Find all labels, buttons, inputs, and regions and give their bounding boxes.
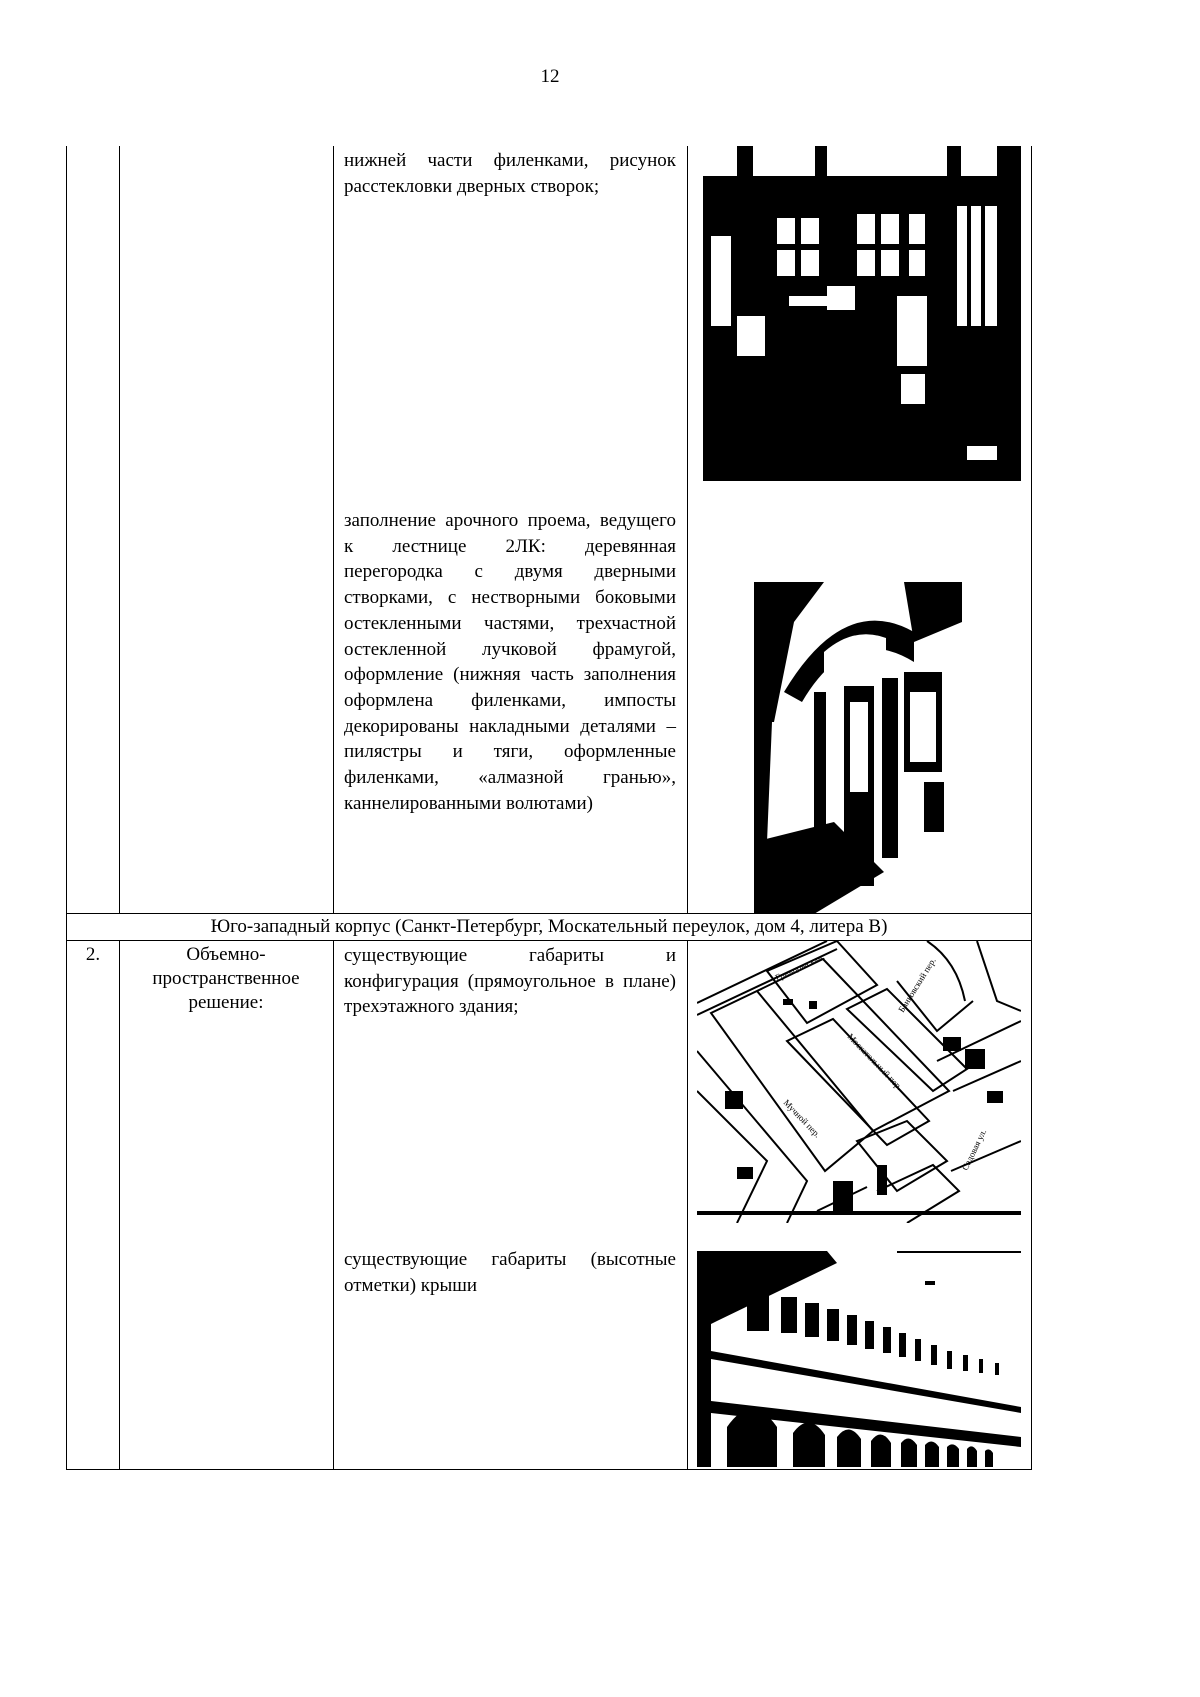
row-number: 2. [85,944,101,965]
feature-text-roof-heights: существующие габариты (высотные отметки) крыши [344,1249,676,1296]
arched-opening-photo [754,582,962,914]
building-facade-photo [697,1251,1021,1467]
feature-text-door-leaves: нижней части филенками, рисунок расстекловки дверных створок; [344,150,676,197]
heritage-table [66,146,1032,1470]
section-caption-row [67,914,1031,941]
table-row [67,941,1031,1469]
table-row-continuation [67,146,1031,914]
section-caption: Юго-западный корпус (Санкт-Петербург, Москательный переулок, дом 4, литера В) [210,916,888,937]
page-number: 12 [540,66,560,87]
feature-category: Объемно-пространственное решение: [152,944,300,1013]
map-label: Банковский пер. [896,955,938,1015]
feature-text-dimensions: существующие габариты и конфигурация (прямоугольное в плане) трехэтажного здания; [344,945,676,1018]
map-label: Гривцова кан. [773,951,827,983]
site-plan-map [697,941,1021,1223]
door-interior-photo [697,146,1021,481]
feature-text-arched-opening: заполнение арочного проема, ведущего к лестнице 2ЛК: деревянная перегородка с двумя дверными створками, с нестворными боковыми остекленными частями, трехчастной остекленной лучковой фрамугой, оформление (нижняя часть заполнения оформлена филенками, импосты декорированы накладными деталями – пилястры и тяги, оформленные филенками, «алмазной гранью», каннелированными волютами) [344,510,676,814]
map-label: Садовая ул. [959,1127,989,1172]
map-label: Москательный пер. [845,1031,905,1092]
map-label: Мучной пер. [781,1097,823,1140]
